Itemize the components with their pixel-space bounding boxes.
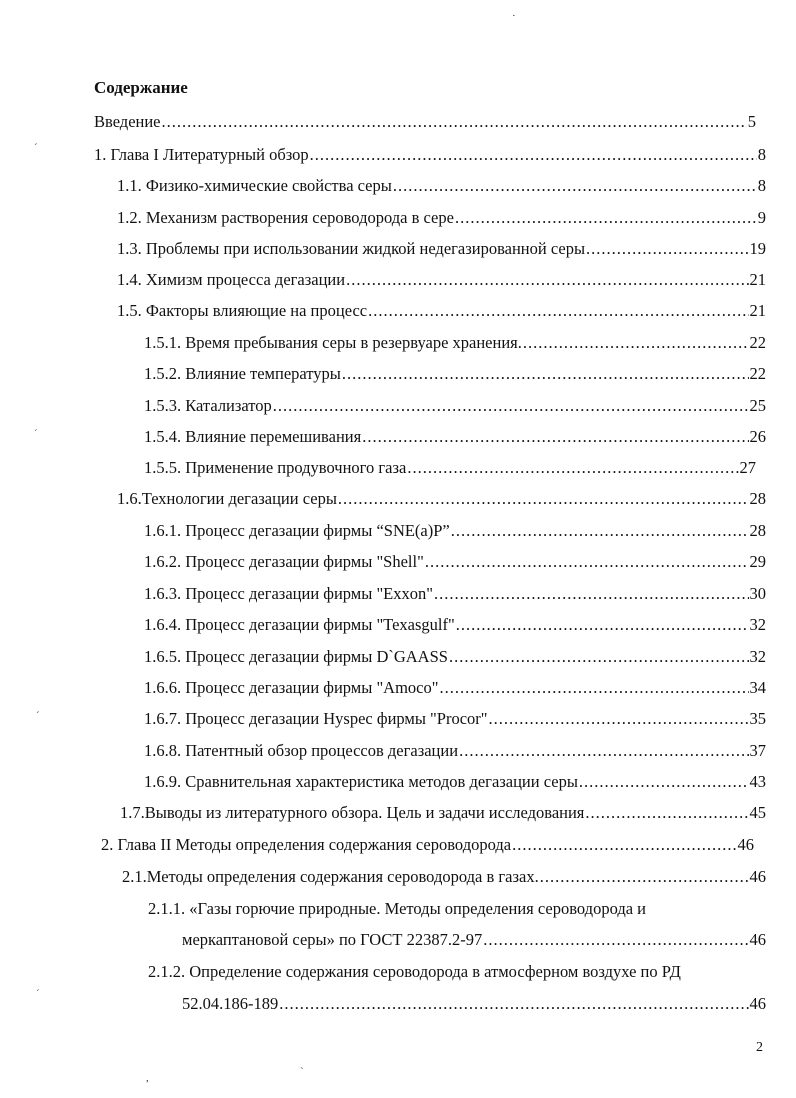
toc-entry-text: 1.7.Выводы из литературного обзора. Цель и задачи исследования [120,803,585,822]
toc-entry-page: 25 [749,396,766,415]
toc-entry-1-6-9 [144,772,766,792]
toc-leader-dots [440,678,749,698]
toc-entry-text: 2.1.Методы определения содержания сероводорода в газах. [122,867,539,886]
toc-entry-1-4 [117,270,766,290]
toc-entry-text: 1.6.6. Процесс дегазации фирмы "Amoco" [144,678,439,697]
toc-leader-dots [310,145,757,165]
toc-entry-1-6-4 [144,615,766,635]
toc-entry-1-5-1 [144,333,766,353]
toc-entry-page: 26 [749,427,766,446]
toc-entry-1-7 [120,803,766,823]
toc-entry-text: 1.6.3. Процесс дегазации фирмы "Exxon" [144,584,433,603]
toc-leader-dots [342,364,749,384]
toc-entry-1-5-3 [144,396,766,416]
toc-entry-1-6-6 [144,678,766,698]
toc-leader-dots [489,709,749,729]
toc-entry-page: 5 [747,112,756,131]
toc-entry-page: 45 [749,803,766,822]
toc-entry-text: 1.6.8. Патентный обзор процессов дегазации [144,741,459,760]
toc-entry-text: меркаптановой серы» по ГОСТ 22387.2-97 [182,930,483,949]
toc-leader-dots [585,803,748,823]
toc-entry-text: 1.6.9. Сравнительная характеристика методов дегазации серы [144,772,578,791]
toc-entry-text: 1.6.Технологии дегазации серы [117,489,337,508]
toc-entry-page: 21 [749,270,766,289]
toc-leader-dots [407,458,738,478]
toc-entry-1-1 [117,176,766,196]
toc-entry-page: 30 [749,584,766,603]
toc-leader-dots [434,584,749,604]
toc-entry-text: 1.4. Химизм процесса дегазации [117,270,346,289]
toc-entry-1-5 [117,301,766,321]
toc-entry-text: 1.5.1. Время пребывания серы в резервуаре хранения. [144,333,522,352]
toc-entry-2-1-2-first-line: 2.1.2. Определение содержания сероводорода в атмосферном воздухе по РД [148,962,681,981]
toc-entry-text: 1.5.3. Катализатор [144,396,272,415]
toc-entry-page: 46 [749,867,766,886]
scan-speck: ´ [36,710,40,722]
toc-entry-1-5-5 [144,458,756,478]
toc-entry-text: 1. Глава I Литературный обзор [94,145,309,164]
toc-entry-1-3 [117,239,766,259]
toc-entry-page: 37 [749,741,766,760]
toc-entry-page: 21 [749,301,766,320]
toc-entry-2-1 [122,867,766,887]
toc-entry-2-1-1-first-line: 2.1.1. «Газы горючие природные. Методы определения сероводорода и [148,899,647,918]
toc-entry-2-1-1 [182,930,766,950]
scan-speck: ´ [36,988,40,1000]
toc-entry-1-5-2 [144,364,766,384]
toc-entry-page: 32 [749,647,766,666]
toc-leader-dots [483,930,748,950]
toc-entry-text: 1.6.5. Процесс дегазации фирмы D`GAASS [144,647,448,666]
toc-entry-page: 22 [749,333,766,352]
toc-entry-page: 22 [749,364,766,383]
toc-entry-chapter-2 [101,835,754,855]
toc-entry-text: 1.6.4. Процесс дегазации фирмы "Texasgulf" [144,615,455,634]
toc-leader-dots [451,521,749,541]
toc-entry-text: 1.1. Физико-химические свойства серы [117,176,392,195]
toc-entry-text: 2. Глава II Методы определения содержания сероводорода [101,835,512,854]
toc-leader-dots [540,867,749,887]
toc-entry-text: 1.2. Механизм растворения сероводорода в сере [117,208,454,227]
toc-leader-dots [279,994,748,1014]
toc-leader-dots [425,552,749,572]
toc-entry-page: 35 [749,709,766,728]
toc-entry-1-6-8 [144,741,766,761]
toc-entry-intro [94,112,756,132]
toc-entry-page: 43 [749,772,766,791]
page-title: Содержание [94,78,188,97]
toc-leader-dots [579,772,749,792]
toc-entry-page: 28 [749,521,766,540]
toc-entry-text: 52.04.186-189 [182,994,279,1013]
toc-entry-1-6-3 [144,584,766,604]
toc-leader-dots [162,112,747,132]
toc-leader-dots [459,741,748,761]
toc-entry-text: 1.3. Проблемы при использовании жидкой недегазированной серы [117,239,586,258]
toc-entry-page: 9 [757,208,766,227]
toc-entry-page: 46 [749,994,766,1013]
toc-entry-page: 29 [749,552,766,571]
scan-speck: ` [300,1066,304,1078]
toc-entry-page: 34 [749,678,766,697]
toc-leader-dots [362,427,748,447]
toc-entry-1-2 [117,208,766,228]
toc-leader-dots [523,333,749,353]
toc-leader-dots [449,647,749,667]
toc-entry-text: 1.6.7. Процесс дегазации Hyspec фирмы "Procor" [144,709,488,728]
scan-speck: , [146,1072,149,1084]
toc-entry-text: 1.6.2. Процесс дегазации фирмы "Shell" [144,552,424,571]
toc-leader-dots [455,208,757,228]
page-number: 2 [756,1040,763,1055]
toc-leader-dots [456,615,749,635]
toc-entry-text: 1.6.1. Процесс дегазации фирмы “SNE(a)P” [144,521,450,540]
toc-entry-1-6-7 [144,709,766,729]
toc-entry-1-6-2 [144,552,766,572]
toc-leader-dots [346,270,748,290]
toc-entry-1-6-5 [144,647,766,667]
toc-entry-text: 1.5.2. Влияние температуры [144,364,341,383]
toc-entry-page: 27 [739,458,756,477]
toc-entry-page: 8 [757,176,766,195]
toc-entry-2-1-2 [182,994,766,1014]
toc-entry-page: 28 [749,489,766,508]
toc-leader-dots [586,239,748,259]
toc-entry-page: 8 [757,145,766,164]
toc-entry-page: 46 [749,930,766,949]
toc-leader-dots [512,835,736,855]
toc-entry-page: 46 [737,835,754,854]
toc-entry-1-5-4 [144,427,766,447]
scan-speck: ´ [34,428,38,440]
toc-entry-text: 1.5.4. Влияние перемешивания [144,427,362,446]
toc-leader-dots [338,489,749,509]
toc-leader-dots [393,176,757,196]
toc-entry-text: 1.5.5. Применение продувочного газа [144,458,407,477]
toc-entry-text: 1.5. Факторы влияющие на процесс [117,301,368,320]
toc-leader-dots [273,396,749,416]
scan-speck: ´ [34,142,38,154]
toc-entry-text: Введение [94,112,161,131]
toc-entry-1-6 [117,489,766,509]
toc-entry-page: 19 [749,239,766,258]
scan-speck: · [512,10,516,22]
toc-entry-page: 32 [749,615,766,634]
toc-entry-1-6-1 [144,521,766,541]
toc-leader-dots [368,301,748,321]
toc-entry-chapter-1 [94,145,766,165]
